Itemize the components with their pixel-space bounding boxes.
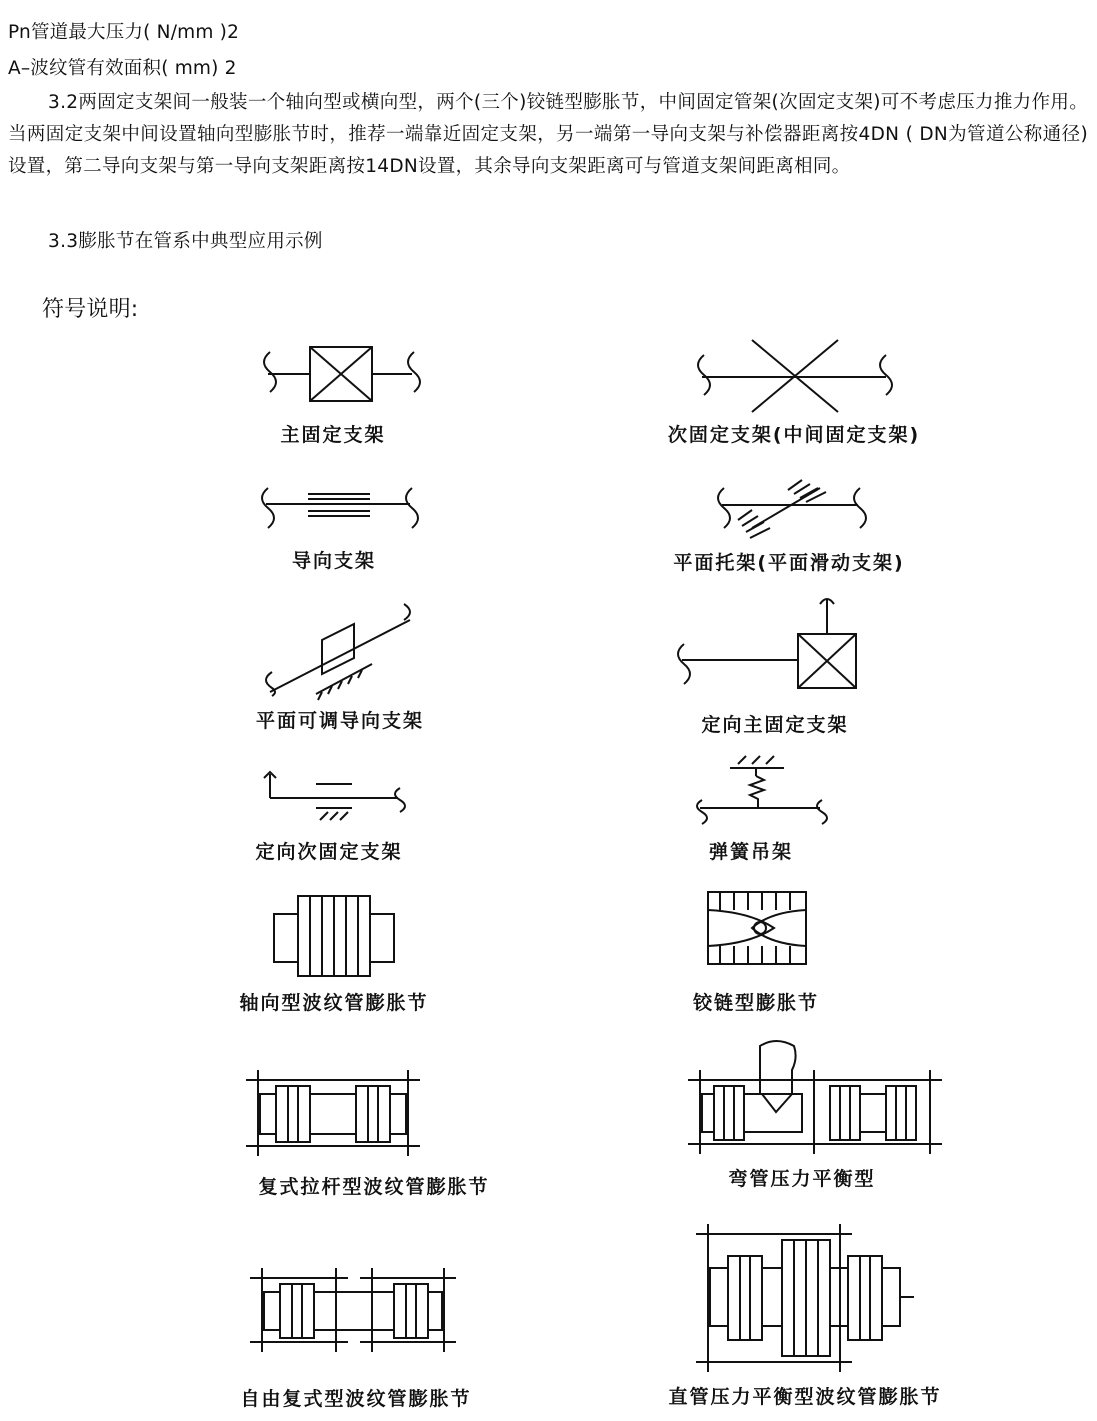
directional-main-fixed-symbol [678,599,856,688]
section-3-3-heading: 3.3膨胀节在管系中典型应用示例 [48,231,323,252]
directional-secondary-fixed-symbol [264,772,405,820]
caption-inline-balanced: 直管压力平衡型波纹管膨胀节 [668,1386,942,1408]
a-definition: A–波纹管有效面积( mm) 2 [8,58,237,79]
section-3-2-paragraph: 3.2两固定支架间一般装一个轴向型或横向型，两个(三个)铰链型膨胀节，中间固定管架(次固定支架)可不考虑压力推力作用。当两固定支架中间设置轴向型膨胀节时，推荐一端靠近固定支架，另一端第一导向支架与补偿器距离按4DN ( DN为管道公称通径)设置，第二导向支架与第一导向支架距离按14DN设置，其余导向支架距离可与管道支架间距离相同。 [8,92,1088,177]
adjustable-guide-symbol [266,604,410,700]
secondary-fixed-support-symbol [698,340,892,412]
caption-main-fixed: 主固定支架 [280,424,386,446]
caption-free-universal: 自由复式型波纹管膨胀节 [240,1388,472,1410]
caption-tied-universal: 复式拉杆型波纹管膨胀节 [258,1176,490,1198]
caption-spring-hanger: 弹簧吊架 [708,841,794,863]
axial-bellows-symbol [274,896,394,976]
caption-hinged: 铰链型膨胀节 [692,992,820,1014]
spring-hanger-symbol [697,756,827,824]
inline-balanced-symbol [696,1224,914,1372]
free-universal-symbol [250,1268,456,1352]
pn-definition: Pn管道最大压力( N/mm )2 [8,22,240,43]
caption-secondary-fixed: 次固定支架(中间固定支架) [667,424,921,446]
guide-support-symbol [262,488,418,528]
caption-adjustable-guide: 平面可调导向支架 [255,710,425,732]
caption-guide: 导向支架 [291,550,377,572]
hinged-bellows-symbol [708,892,806,964]
caption-elbow-balanced: 弯管压力平衡型 [728,1168,876,1190]
legend-title: 符号说明: [42,297,139,322]
caption-directional-secondary-fixed: 定向次固定支架 [255,841,403,863]
caption-axial-bellows: 轴向型波纹管膨胀节 [239,992,429,1014]
caption-directional-main-fixed: 定向主固定支架 [701,714,849,736]
plane-bracket-symbol [718,480,866,538]
caption-plane-bracket: 平面托架(平面滑动支架) [673,552,905,574]
elbow-balanced-symbol [688,1041,942,1154]
tied-universal-symbol [246,1070,420,1156]
main-fixed-support-symbol [264,347,420,401]
